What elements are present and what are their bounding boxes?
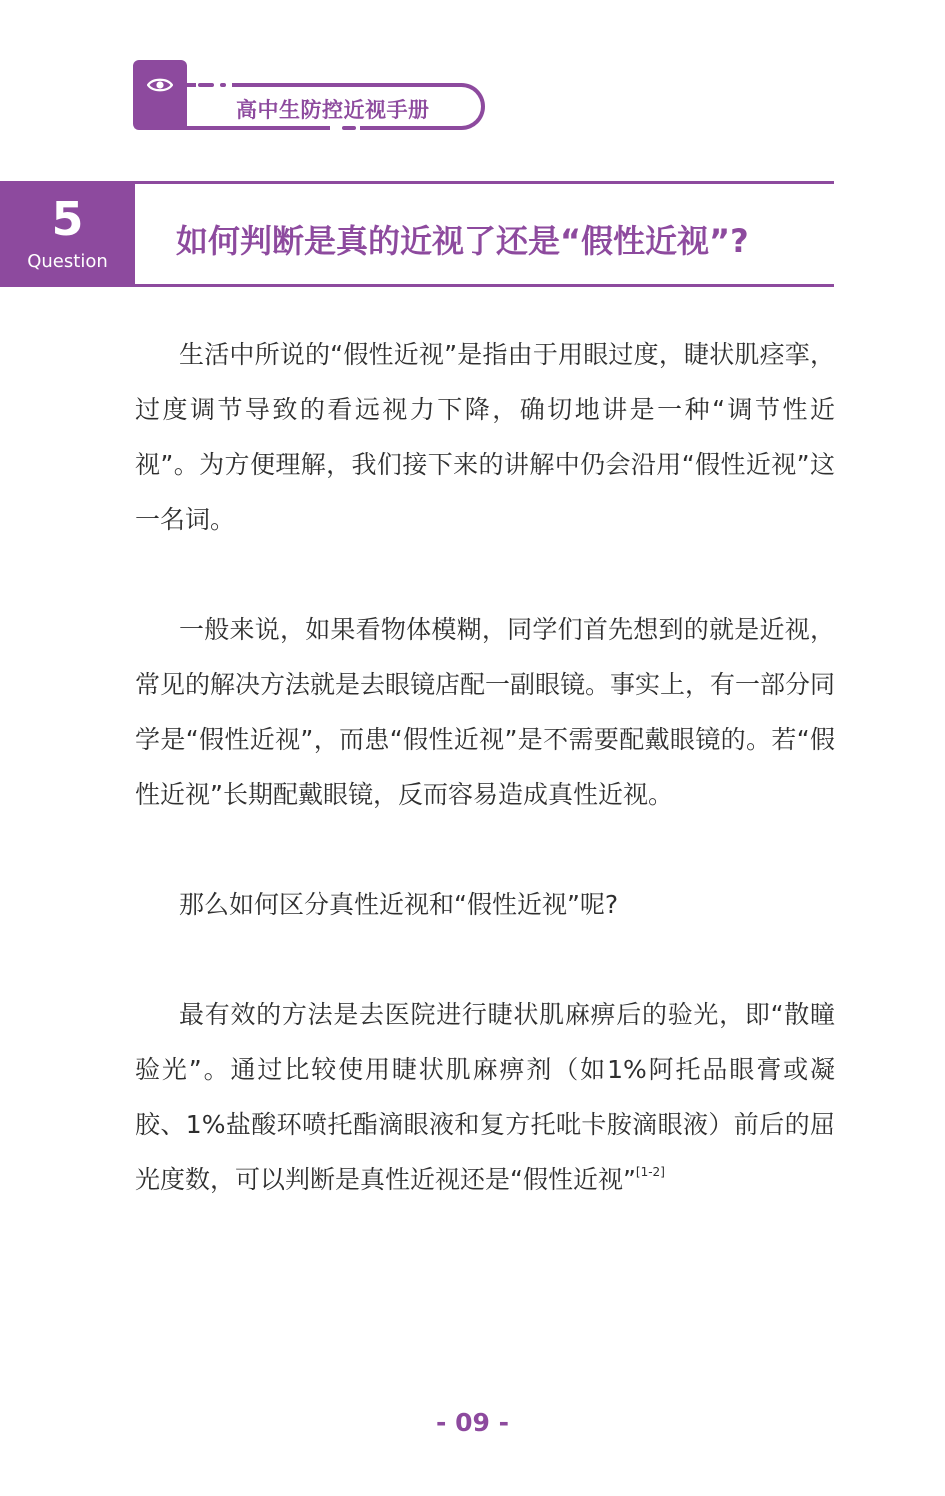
header-dash xyxy=(220,83,226,87)
paragraph-text: 最有效的方法是去医院进行睫状肌麻痹后的验光，即“散瞳验光”。通过比较使用睫状肌麻痹剂（如1%阿托品眼膏或凝胶、1%盐酸环喷托酯滴眼液和复方托吡卡胺滴眼液）前后的屈光度数，可以判断是真性近视还是“假性近视” xyxy=(135,1000,835,1194)
citation-reference: [1-2] xyxy=(635,1165,665,1179)
book-spine-decoration xyxy=(133,122,193,130)
question-number: 5 xyxy=(51,192,84,246)
paragraph: 一般来说，如果看物体模糊，同学们首先想到的就是近视，常见的解决方法就是去眼镜店配一副眼镜。事实上，有一部分同学是“假性近视”，而患“假性近视”是不需要配戴眼镜的。若“假性近视”长期配戴眼镜，反而容易造成真性近视。 xyxy=(135,615,836,809)
eye-icon xyxy=(147,77,173,93)
paragraph: 那么如何区分真性近视和“假性近视”呢? xyxy=(179,890,619,919)
header-dash xyxy=(198,83,214,87)
header-dash xyxy=(342,126,356,130)
article-body xyxy=(135,327,835,1262)
paragraph: 生活中所说的“假性近视”是指由于用眼过度，睫状肌痉挛，过度调节导致的看远视力下降，确切地讲是一种“调节性近视”。为方便理解，我们接下来的讲解中仍会沿用“假性近视”这一名词。 xyxy=(135,340,835,534)
question-label: Question xyxy=(27,251,108,272)
handbook-badge xyxy=(133,60,187,128)
page-number: - 09 - xyxy=(436,1408,509,1437)
question-title: 如何判断是真的近视了还是“假性近视”? xyxy=(176,222,749,260)
handbook-title: 高中生防控近视手册 xyxy=(236,98,430,122)
question-number-box xyxy=(0,183,135,287)
paragraph xyxy=(135,987,835,1207)
